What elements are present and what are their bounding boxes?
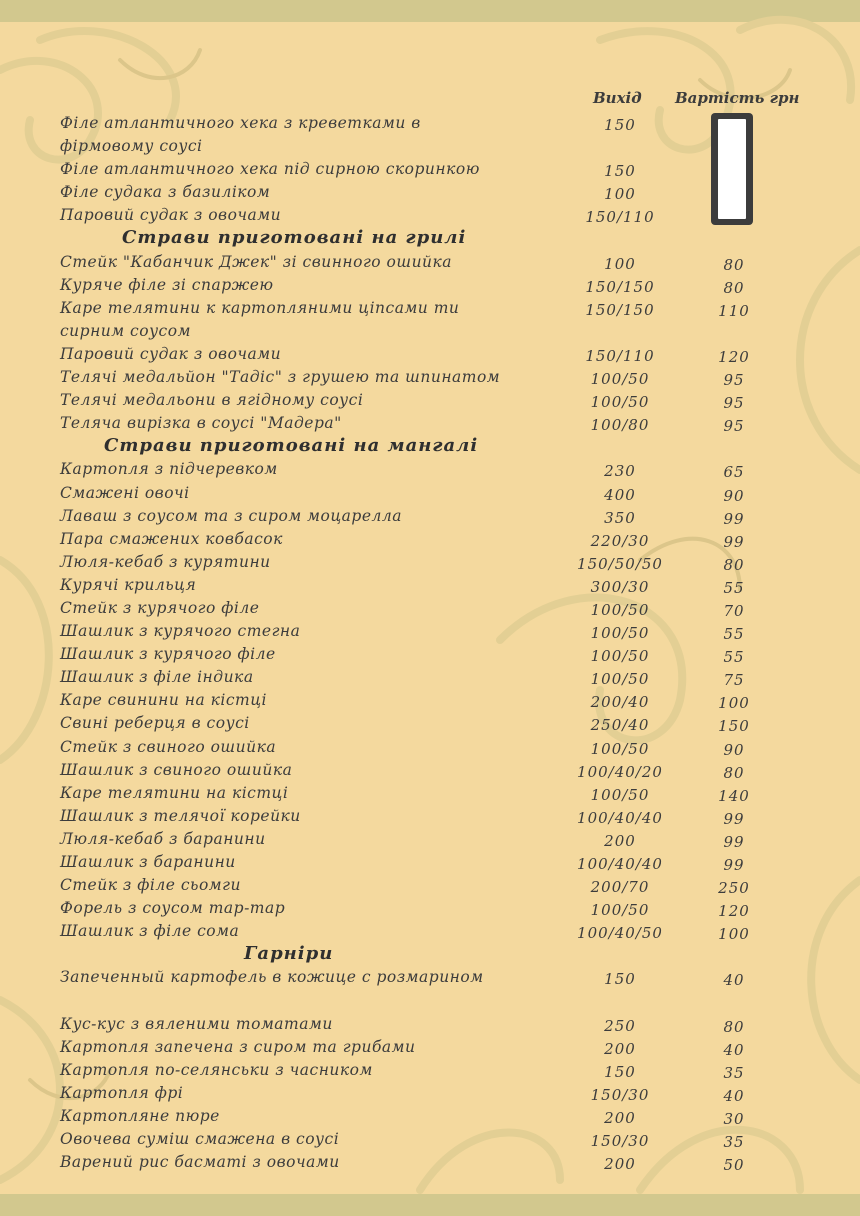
- dish-price: 40: [723, 1086, 745, 1105]
- dish-weight: 250: [604, 1016, 636, 1035]
- dish-name: Шашлик з телячої корейки: [60, 806, 301, 825]
- section-heading-grill: [0, 225, 860, 248]
- dish-weight: 100/50: [590, 393, 650, 412]
- dish-price: 120: [718, 902, 750, 921]
- section-title-grill: Страви приготовані на грилі: [122, 227, 467, 249]
- menu-item-row: [0, 687, 860, 713]
- menu-item-row: [0, 179, 860, 202]
- menu-item-row: [0, 156, 860, 179]
- garnish-dishes-list: [0, 964, 860, 1175]
- dish-name: Картопля з підчеревком: [60, 460, 278, 479]
- dish-name: Каре телятини на кістці: [60, 783, 289, 802]
- dish-name: Стейк з філе сьомги: [60, 876, 241, 895]
- dish-price: 95: [723, 417, 745, 436]
- dish-price: 99: [723, 809, 745, 828]
- dish-price: 99: [723, 509, 745, 528]
- dish-price: 70: [723, 601, 745, 620]
- dish-price: 65: [723, 463, 745, 482]
- menu-item-row: [0, 110, 860, 156]
- menu-item-row: [0, 295, 860, 341]
- dish-price: 35: [723, 1063, 745, 1082]
- mangal-dishes-list: [0, 456, 860, 944]
- menu-item-row: [0, 1080, 860, 1103]
- dish-price: 120: [718, 347, 750, 366]
- menu-item-row: [0, 1126, 860, 1152]
- dish-weight: 350: [604, 508, 636, 527]
- dish-name: Кус-кус з вяленими томатами: [60, 1014, 333, 1033]
- dish-name: Паровий судак з овочами: [60, 344, 282, 363]
- menu-item-row: [0, 1103, 860, 1129]
- dish-price: 30: [723, 1110, 745, 1129]
- dish-weight: 150/110: [585, 208, 655, 227]
- dish-name: Люля-кебаб з курятини: [60, 552, 271, 571]
- menu-item-row: [0, 549, 860, 572]
- dish-name: Куряче філе зі спаржею: [60, 275, 274, 294]
- dish-weight: 150/150: [585, 277, 655, 296]
- section-title-mangal: Страви приготовані на мангалі: [104, 435, 479, 457]
- price-column-header: Вартість грн: [675, 89, 800, 107]
- menu-item-row: [0, 503, 860, 526]
- dish-name: Стейк "Кабанчик Джек" зі свинного ошийка: [60, 252, 453, 271]
- dish-name: Телячі медальони в ягідному соусі: [60, 391, 364, 410]
- dish-price: 95: [723, 371, 745, 390]
- dish-price: 150: [718, 717, 750, 736]
- menu-item-row: [0, 249, 860, 272]
- menu-item-row: [0, 757, 860, 780]
- dish-name: Шашлик з філе індика: [60, 668, 254, 687]
- dish-weight: 200: [604, 1155, 636, 1174]
- dish-price: 99: [723, 532, 745, 551]
- dish-price: 40: [723, 971, 745, 990]
- menu-item-row: [0, 918, 860, 944]
- dish-weight: 150/150: [585, 300, 655, 319]
- dish-weight: 100/50: [590, 739, 650, 758]
- menu-item-row: [0, 618, 860, 644]
- menu-item-row: [0, 272, 860, 295]
- fish-dishes-list: [0, 110, 860, 225]
- menu-item-row: [0, 1149, 860, 1175]
- dish-price: 90: [723, 740, 745, 759]
- dish-name: Картопля по-селянськи з часником: [60, 1060, 373, 1079]
- dish-name: Філе атлантичного хека під сирною скоринкою: [60, 160, 480, 179]
- dish-price: 55: [723, 578, 745, 597]
- dish-weight: 200: [604, 831, 636, 850]
- section-heading-garnish: [0, 941, 860, 964]
- dish-weight: 150: [604, 162, 636, 181]
- dish-weight: 150/30: [590, 1132, 650, 1151]
- section-title-garnish: Гарніри: [244, 943, 334, 965]
- menu-item-row: [0, 1011, 860, 1034]
- dish-price: 250: [718, 879, 750, 898]
- menu-item-row: [0, 849, 860, 872]
- dish-weight: 200: [604, 1109, 636, 1128]
- dish-weight: 400: [604, 485, 636, 504]
- dish-name: Картопля фрі: [60, 1083, 184, 1102]
- dish-name: Форель з соусом тар-тар: [60, 899, 286, 918]
- dish-price: 90: [723, 486, 745, 505]
- dish-weight: 200: [604, 1039, 636, 1058]
- menu-list: [0, 110, 860, 1175]
- menu-item-row: [0, 872, 860, 898]
- dish-price: 55: [723, 648, 745, 667]
- dish-weight: 150/50/50: [577, 554, 663, 573]
- menu-item-row: [0, 387, 860, 413]
- dish-price: 110: [718, 301, 750, 320]
- dish-name: Курячі крильця: [60, 575, 197, 594]
- dish-name: Шашлик з філе сома: [60, 922, 240, 941]
- dish-name: Пара смажених ковбасок: [60, 529, 283, 548]
- menu-item-row: [0, 202, 860, 225]
- dish-name: Стейк з свиного ошийка: [60, 737, 277, 756]
- dish-name: Запеченный картофель в кожице с розмарином: [60, 968, 484, 987]
- dish-price: 80: [723, 278, 745, 297]
- dish-weight: 100: [604, 254, 636, 273]
- dish-name: Шашлик з курячого філе: [60, 645, 276, 664]
- dish-name: Стейк з курячого філе: [60, 598, 260, 617]
- dish-weight: 100/50: [590, 901, 650, 920]
- dish-weight: 100/50: [590, 370, 650, 389]
- menu-item-row: [0, 341, 860, 364]
- section-heading-mangal: [0, 433, 860, 456]
- menu-item-row: [0, 595, 860, 618]
- dish-weight: 200/40: [590, 693, 650, 712]
- dish-weight: 200/70: [590, 878, 650, 897]
- dish-weight: 220/30: [590, 531, 650, 550]
- menu-item-row: [0, 364, 860, 390]
- dish-price: 35: [723, 1133, 745, 1152]
- dish-name: Шашлик з свиного ошийка: [60, 760, 293, 779]
- dish-name: Телячі медальйон "Тадіс" з грушею та шпинатом: [60, 368, 501, 387]
- dish-name: Варений рис басматі з овочами: [60, 1153, 340, 1172]
- dish-weight: 100/50: [590, 670, 650, 689]
- dish-price: 55: [723, 625, 745, 644]
- dish-weight: 100/50: [590, 600, 650, 619]
- menu-item-row: [0, 1057, 860, 1080]
- menu-item-row: [0, 456, 860, 482]
- dish-price: 80: [723, 763, 745, 782]
- dish-name: Картопля запечена з сиром та грибами: [60, 1037, 416, 1056]
- dish-name: Філе атлантичного хека з креветками в фірмовому соусі: [60, 114, 421, 155]
- menu-item-row: [0, 664, 860, 690]
- grill-dishes-list: [0, 249, 860, 434]
- menu-item-row: [0, 572, 860, 595]
- menu-item-row: [0, 734, 860, 757]
- dish-weight: 250/40: [590, 716, 650, 735]
- dish-price: 75: [723, 671, 745, 690]
- dish-weight: 150: [604, 970, 636, 989]
- dish-weight: 100/40/50: [577, 924, 663, 943]
- dish-name: Шашлик з курячого стегна: [60, 622, 301, 641]
- dish-price: 100: [718, 694, 750, 713]
- dish-price: 80: [723, 1017, 745, 1036]
- dish-price: 40: [723, 1040, 745, 1059]
- menu-item-row: [0, 895, 860, 921]
- menu-item-row: [0, 964, 860, 1010]
- menu-item-row: [0, 641, 860, 667]
- dish-weight: 150: [604, 1062, 636, 1081]
- dish-price: 99: [723, 856, 745, 874]
- dish-weight: 100/40/40: [577, 855, 663, 873]
- dish-weight: 150/30: [590, 1085, 650, 1104]
- dish-name: Картопляне пюре: [60, 1107, 220, 1126]
- menu-item-row: [0, 710, 860, 736]
- dish-price: 80: [723, 255, 745, 274]
- dish-name: Смажені овочі: [60, 483, 190, 502]
- dish-name: Філе судака з базиліком: [60, 183, 271, 202]
- dish-name: Каре телятини к картопляними ціпсами ти сирним соусом: [60, 298, 460, 340]
- dish-name: Лаваш з соусом та з сиром моцарелла: [60, 506, 402, 525]
- dish-price: 100: [718, 925, 750, 944]
- dish-name: Овочева суміш смажена в соусі: [60, 1130, 340, 1149]
- dish-weight: 150: [604, 116, 636, 134]
- dish-price: 95: [723, 394, 745, 413]
- dish-price: 99: [723, 832, 745, 851]
- dish-name: Свині реберця в соусі: [60, 714, 250, 733]
- dish-name: Шашлик з баранини: [60, 853, 236, 871]
- dish-weight: 300/30: [590, 577, 650, 596]
- dish-name: Теляча вирізка в соусі "Мадера": [60, 414, 342, 433]
- menu-item-row: [0, 826, 860, 849]
- weight-column-header: Вихід: [593, 89, 642, 107]
- dish-price: 50: [723, 1156, 745, 1175]
- menu-item-row: [0, 480, 860, 503]
- dish-name: Каре свинини на кістці: [60, 691, 267, 710]
- dish-weight: 100/40/20: [577, 762, 663, 781]
- dish-weight: 100/50: [590, 647, 650, 666]
- dish-name: Паровий судак з овочами: [60, 206, 282, 225]
- menu-item-row: [0, 1034, 860, 1057]
- menu-item-row: [0, 803, 860, 826]
- dish-weight: 100: [604, 185, 636, 204]
- menu-item-row: [0, 526, 860, 549]
- dish-weight: 230: [604, 462, 636, 481]
- menu-item-row: [0, 410, 860, 436]
- dish-weight: 100/40/40: [577, 808, 663, 827]
- dish-weight: 100/50: [590, 624, 650, 643]
- dish-weight: 150/110: [585, 346, 655, 365]
- dish-price: 80: [723, 555, 745, 574]
- dish-weight: 100/80: [590, 416, 650, 435]
- dish-price: 140: [718, 786, 750, 805]
- dish-name: Люля-кебаб з баранини: [60, 829, 266, 848]
- dish-weight: 100/50: [590, 785, 650, 804]
- menu-item-row: [0, 780, 860, 803]
